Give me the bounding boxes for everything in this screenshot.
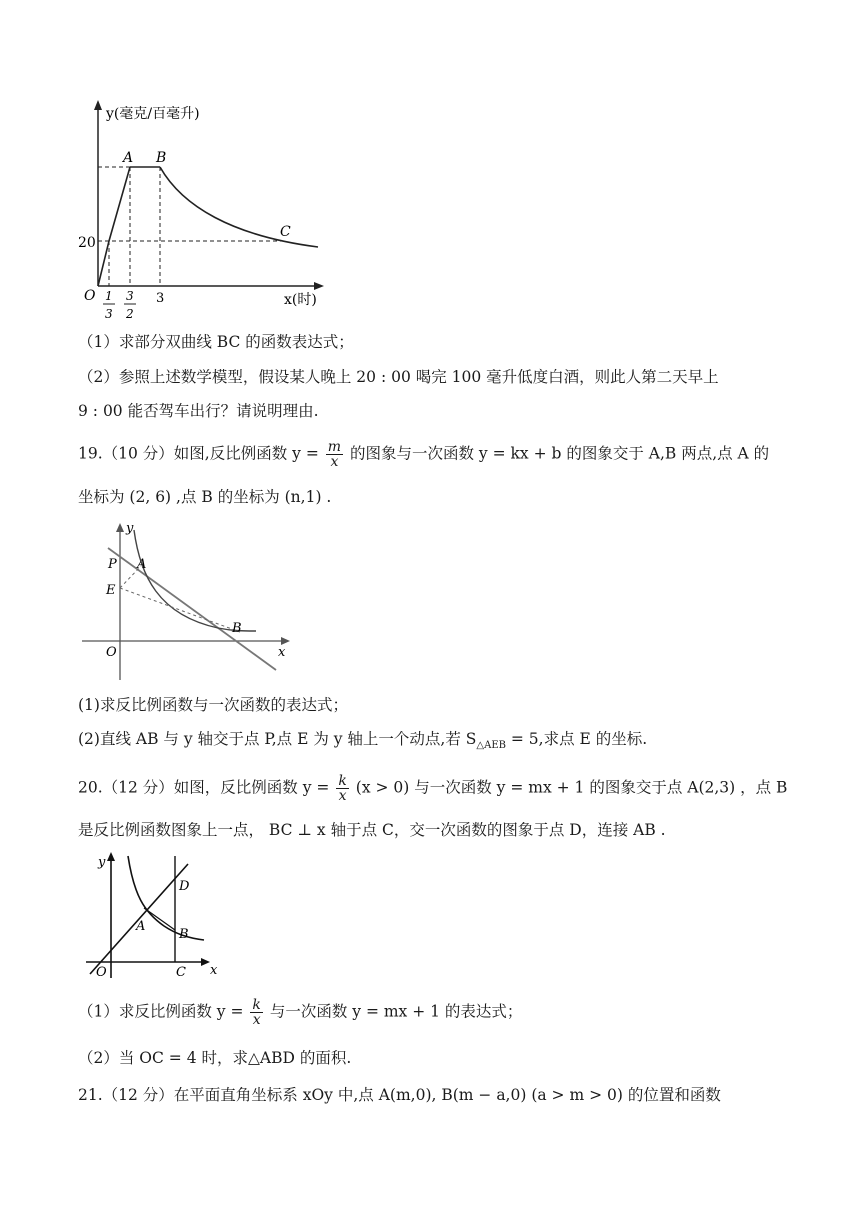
dash-eb (120, 588, 240, 632)
graph-q18 (72, 96, 332, 326)
label-a: A (137, 557, 147, 572)
q19-part2-b: = 5,求点 E 的坐标. (505, 730, 648, 748)
x-label: x (210, 963, 218, 978)
x-label: x (278, 645, 286, 660)
q18-part2-line1: （2）参照上述数学模型，假设某人晚上 20 : 00 喝完 100 毫升低度白酒，则此人第二天早上 (78, 368, 719, 386)
q19-part2-sub: △AEB (476, 740, 506, 752)
y-tick-20: 20 (78, 235, 96, 251)
x-axis-arrow (281, 637, 290, 645)
graph-q20 (84, 850, 224, 982)
y-axis-arrow (116, 523, 124, 532)
label-c: C (176, 965, 186, 980)
x-axis-label: x(时) (284, 292, 317, 308)
x-axis-arrow (201, 958, 210, 966)
q19-frac-den: x (330, 454, 339, 470)
label-d: D (179, 879, 190, 894)
q19-part1: (1)求反比例函数与一次函数的表达式； (78, 696, 348, 714)
q20-part1-a: （1）求反比例函数 y = (78, 1002, 244, 1021)
q19-part2-a: (2)直线 AB 与 y 轴交于点 P,点 E 为 y 轴上一个动点,若 S (78, 730, 477, 748)
q18-part1: （1）求部分双曲线 BC 的函数表达式； (78, 333, 354, 351)
q20-part1-frac-den: x (252, 1012, 261, 1028)
q21-stem: 21.（12 分）在平面直角坐标系 xOy 中,点 A(m,0), B(m − a,0) (a > m > 0) 的位置和函数 (78, 1086, 721, 1104)
q18-part2-line2: 9 : 00 能否驾车出行？请说明理由. (78, 402, 319, 420)
q19-stem-part1: 19.（10 分）如图,反比例函数 y = (78, 444, 319, 463)
graph-q19 (78, 520, 293, 685)
q20-stem-line1 (78, 774, 787, 803)
origin-label: O (84, 288, 96, 304)
q20-fraction (336, 774, 348, 803)
curve-bc (160, 167, 318, 247)
q20-part1-fraction (250, 998, 262, 1027)
q19-stem-line2: 坐标为 (2, 6) ,点 B 的坐标为 (n,1) . (78, 488, 332, 506)
label-b: B (156, 150, 167, 166)
label-c: C (280, 224, 291, 240)
label-e: E (106, 583, 116, 598)
x-tick-3: 3 (156, 291, 165, 306)
x-tick-1-den: 3 (105, 307, 113, 321)
q20-frac-num: k (338, 773, 347, 789)
label-a: A (123, 150, 134, 166)
label-p: P (108, 557, 117, 572)
origin-label: O (106, 645, 117, 660)
q20-stem-line2: 是反比例函数图象上一点， BC ⊥ x 轴于点 C，交一次函数的图象于点 D，连接 AB . (78, 821, 666, 839)
y-axis-label: y(毫克/百毫升) (106, 106, 200, 122)
q19-fraction (326, 440, 343, 469)
q19-stem-line1 (78, 440, 769, 469)
y-label: y (126, 521, 134, 536)
origin-label: O (96, 965, 107, 980)
q20-part1 (78, 998, 522, 1027)
q20-part2: （2）当 OC = 4 时，求△ABD 的面积. (78, 1049, 352, 1067)
x-tick-2-num: 3 (126, 289, 134, 303)
q20-part1-b: 与一次函数 y = mx + 1 的表达式； (269, 1002, 523, 1021)
x-tick-1-num: 1 (105, 289, 113, 303)
y-axis-arrow (94, 100, 102, 110)
segment-ab (144, 908, 175, 930)
label-a: A (136, 919, 146, 934)
y-label: y (98, 855, 106, 870)
q19-frac-num: m (327, 439, 342, 455)
q20-stem-part1: 20.（12 分）如图，反比例函数 y = (78, 778, 330, 797)
q19-stem-part2: 的图象与一次函数 y = kx + b 的图象交于 A,B 两点,点 A 的 (349, 444, 770, 463)
label-b: B (232, 621, 242, 636)
y-axis-arrow (107, 852, 115, 861)
x-axis-arrow (314, 282, 324, 290)
label-b: B (179, 927, 189, 942)
curve-rise (98, 167, 130, 286)
q20-stem-part2: (x > 0) 与一次函数 y = mx + 1 的图象交于点 A(2,3) ，点 B (355, 778, 788, 797)
x-tick-2-den: 2 (126, 307, 134, 321)
q20-frac-den: x (338, 788, 347, 804)
line-ab (108, 548, 276, 670)
q20-part1-frac-num: k (252, 997, 261, 1013)
q19-part2 (78, 728, 647, 757)
